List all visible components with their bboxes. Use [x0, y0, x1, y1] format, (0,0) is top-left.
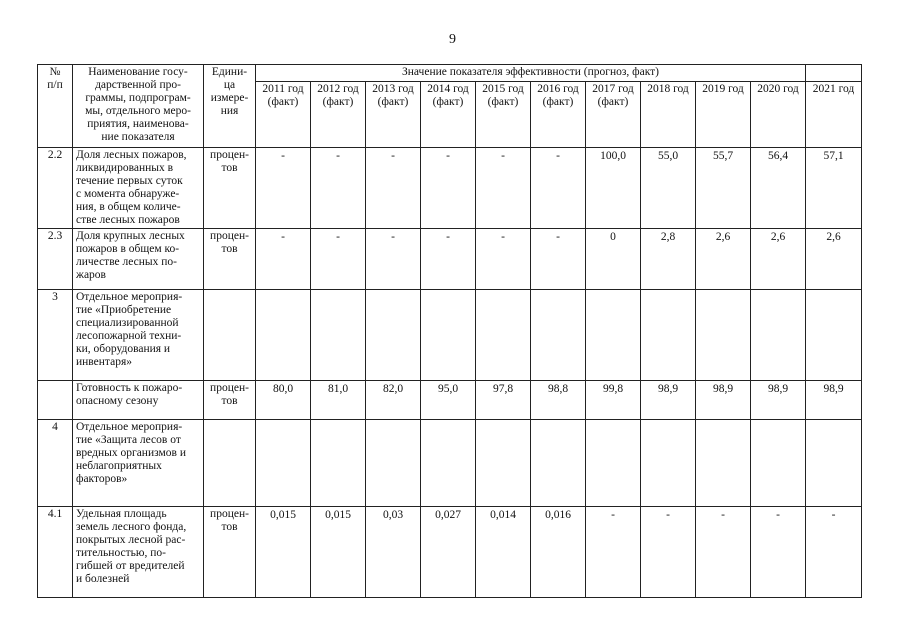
header-blank-cell	[806, 65, 862, 82]
value-cell	[586, 290, 641, 381]
value-cell: 98,9	[751, 381, 806, 420]
header-name-line: ние показателя	[101, 131, 175, 143]
row-name-line: лесопожарной техни-	[76, 330, 182, 342]
year-label: 2013 год	[372, 83, 414, 96]
value-cell: 55,7	[696, 148, 751, 229]
year-label: 2020 год	[757, 83, 799, 96]
value-cell: 0	[586, 229, 641, 290]
row-name-line: ки, оборудования и	[76, 343, 171, 355]
table-row	[38, 148, 862, 229]
value-cell	[311, 420, 366, 507]
value-cell: -	[366, 148, 421, 229]
year-note: (факт)	[542, 96, 574, 109]
value-cell	[311, 290, 366, 381]
year-label: 2016 год	[537, 83, 579, 96]
row-name-line: течение первых суток	[76, 175, 183, 187]
row-name	[73, 381, 204, 420]
row-num: 3	[38, 290, 73, 381]
value-cell: 99,8	[586, 381, 641, 420]
value-cell: -	[696, 507, 751, 598]
row-unit-line: процен-	[210, 230, 249, 242]
value-cell	[256, 290, 311, 381]
value-cell: 81,0	[311, 381, 366, 420]
table-row	[38, 290, 862, 381]
value-cell: -	[806, 507, 862, 598]
value-cell	[476, 420, 531, 507]
row-name-line: опасному сезону	[76, 395, 159, 407]
value-cell: -	[256, 148, 311, 229]
value-cell: 2,6	[751, 229, 806, 290]
value-cell: -	[641, 507, 696, 598]
row-num	[38, 381, 73, 420]
row-name-line: Удельная площадь	[76, 508, 167, 520]
value-cell	[256, 420, 311, 507]
header-year-2015	[476, 82, 531, 148]
row-num: 4	[38, 420, 73, 507]
header-year-2013	[366, 82, 421, 148]
row-unit	[204, 229, 256, 290]
row-unit-line: тов	[221, 243, 238, 255]
row-name-line: Готовность к пожаро-	[76, 382, 183, 394]
page-number: 9	[449, 32, 456, 47]
row-name-line: земель лесного фонда,	[76, 521, 187, 533]
value-cell: 55,0	[641, 148, 696, 229]
year-label: 2015 год	[482, 83, 524, 96]
row-name-line: ния, в общем количе-	[76, 201, 181, 213]
header-year-2021	[806, 82, 862, 148]
value-cell: -	[476, 148, 531, 229]
value-cell	[806, 420, 862, 507]
header-year-2012	[311, 82, 366, 148]
row-unit-line: тов	[221, 395, 238, 407]
table-row	[38, 381, 862, 420]
value-cell: -	[531, 148, 586, 229]
row-name	[73, 148, 204, 229]
row-unit-line: процен-	[210, 508, 249, 520]
row-name	[73, 507, 204, 598]
value-cell: -	[586, 507, 641, 598]
header-name-line: дарственной про-	[95, 79, 181, 91]
value-cell	[366, 290, 421, 381]
value-cell	[476, 290, 531, 381]
row-name-line: Доля лесных пожаров,	[76, 149, 187, 161]
row-name-line: стве лесных пожаров	[76, 214, 180, 226]
header-name-line: граммы, подпрограм-	[85, 92, 191, 104]
row-name-line: ликвидированных в	[76, 162, 174, 174]
year-label: 2012 год	[317, 83, 359, 96]
value-cell: -	[366, 229, 421, 290]
value-cell: 0,014	[476, 507, 531, 598]
row-num: 4.1	[38, 507, 73, 598]
row-name-line: гибшей от вредителей	[76, 560, 185, 572]
row-num: 2.3	[38, 229, 73, 290]
value-cell	[531, 290, 586, 381]
indicator-table	[37, 64, 862, 598]
value-cell: 98,9	[806, 381, 862, 420]
value-cell: 80,0	[256, 381, 311, 420]
header-unit-line: измере-	[210, 92, 249, 104]
header-year-2011	[256, 82, 311, 148]
row-unit	[204, 507, 256, 598]
value-cell: -	[421, 148, 476, 229]
value-cell: 0,015	[256, 507, 311, 598]
value-cell: -	[476, 229, 531, 290]
year-note: (факт)	[487, 96, 519, 109]
value-cell	[806, 290, 862, 381]
year-label: 2014 год	[427, 83, 469, 96]
value-cell	[696, 420, 751, 507]
header-num-line: №	[49, 66, 61, 78]
year-label: 2018 год	[647, 83, 689, 96]
table-row	[38, 229, 862, 290]
year-label: 2019 год	[702, 83, 744, 96]
row-name-line: факторов»	[76, 473, 128, 485]
header-row-top	[38, 65, 862, 82]
row-name-line: Доля крупных лесных	[76, 230, 185, 242]
value-cell	[421, 290, 476, 381]
header-name-line: приятия, наименова-	[87, 118, 189, 130]
value-cell	[751, 290, 806, 381]
value-cell: 2,6	[696, 229, 751, 290]
year-label: 2011 год	[262, 83, 304, 96]
row-unit	[204, 381, 256, 420]
year-note: (факт)	[377, 96, 409, 109]
row-unit-line: процен-	[210, 149, 249, 161]
header-year-2016	[531, 82, 586, 148]
header-value-title: Значение показателя эффективности (прогноз, факт)	[256, 65, 806, 82]
row-name-line: с момента обнаруже-	[76, 188, 180, 200]
value-cell: 98,9	[696, 381, 751, 420]
value-cell: 57,1	[806, 148, 862, 229]
header-unit-line: ния	[220, 105, 239, 117]
value-cell: 82,0	[366, 381, 421, 420]
table-row	[38, 507, 862, 598]
row-name-line: неблагоприятных	[76, 460, 162, 472]
value-cell: 98,9	[641, 381, 696, 420]
value-cell	[586, 420, 641, 507]
row-unit-line: тов	[221, 162, 238, 174]
row-num: 2.2	[38, 148, 73, 229]
value-cell: 0,027	[421, 507, 476, 598]
header-year-2020	[751, 82, 806, 148]
header-year-2014	[421, 82, 476, 148]
row-name-line: личестве лесных по-	[76, 256, 178, 268]
value-cell: -	[256, 229, 311, 290]
value-cell: 95,0	[421, 381, 476, 420]
year-note: (факт)	[267, 96, 299, 109]
value-cell: 97,8	[476, 381, 531, 420]
year-label: 2017 год	[592, 83, 634, 96]
row-name-line: пожаров в общем ко-	[76, 243, 180, 255]
row-name-line: специализированной	[76, 317, 179, 329]
row-name-line: вредных организмов и	[76, 447, 186, 459]
year-note: (факт)	[322, 96, 354, 109]
value-cell: -	[531, 229, 586, 290]
value-cell: 0,016	[531, 507, 586, 598]
value-cell	[531, 420, 586, 507]
header-unit-line: Едини-	[211, 66, 248, 78]
value-cell	[641, 290, 696, 381]
header-name	[73, 65, 204, 148]
row-unit-line: тов	[221, 521, 238, 533]
value-cell: 0,03	[366, 507, 421, 598]
row-name-line: тительностью, по-	[76, 547, 166, 559]
year-note: (факт)	[432, 96, 464, 109]
year-label: 2021 год	[812, 83, 855, 96]
value-cell	[696, 290, 751, 381]
header-name-line: Наименование госу-	[88, 66, 188, 78]
row-unit	[204, 148, 256, 229]
row-name-line: Отдельное мероприя-	[76, 291, 183, 303]
row-name-line: Отдельное мероприя-	[76, 421, 183, 433]
header-year-2017	[586, 82, 641, 148]
row-name	[73, 290, 204, 381]
row-name	[73, 420, 204, 507]
row-name	[73, 229, 204, 290]
row-name-line: инвентаря»	[76, 356, 132, 368]
header-unit-line: ца	[223, 79, 236, 91]
value-cell: -	[751, 507, 806, 598]
value-cell: 56,4	[751, 148, 806, 229]
row-unit	[204, 290, 256, 381]
value-cell	[421, 420, 476, 507]
header-num-line: п/п	[47, 79, 63, 91]
row-name-line: жаров	[76, 269, 106, 281]
header-num	[38, 65, 73, 148]
row-unit-line: процен-	[210, 382, 249, 394]
row-name-line: тие «Приобретение	[76, 304, 172, 316]
header-year-2018	[641, 82, 696, 148]
value-cell: 0,015	[311, 507, 366, 598]
header-year-2019	[696, 82, 751, 148]
value-cell	[366, 420, 421, 507]
value-cell: 2,6	[806, 229, 862, 290]
value-cell	[751, 420, 806, 507]
value-cell: -	[311, 229, 366, 290]
header-unit	[204, 65, 256, 148]
row-name-line: тие «Защита лесов от	[76, 434, 181, 446]
value-cell: 2,8	[641, 229, 696, 290]
value-cell	[641, 420, 696, 507]
year-note: (факт)	[597, 96, 629, 109]
value-cell: 100,0	[586, 148, 641, 229]
row-name-line: покрытых лесной рас-	[76, 534, 186, 546]
value-cell: -	[421, 229, 476, 290]
header-name-line: мы, отдельного меро-	[85, 105, 191, 117]
row-unit	[204, 420, 256, 507]
table-row	[38, 420, 862, 507]
value-cell: -	[311, 148, 366, 229]
row-name-line: и болезней	[76, 573, 130, 585]
value-cell: 98,8	[531, 381, 586, 420]
